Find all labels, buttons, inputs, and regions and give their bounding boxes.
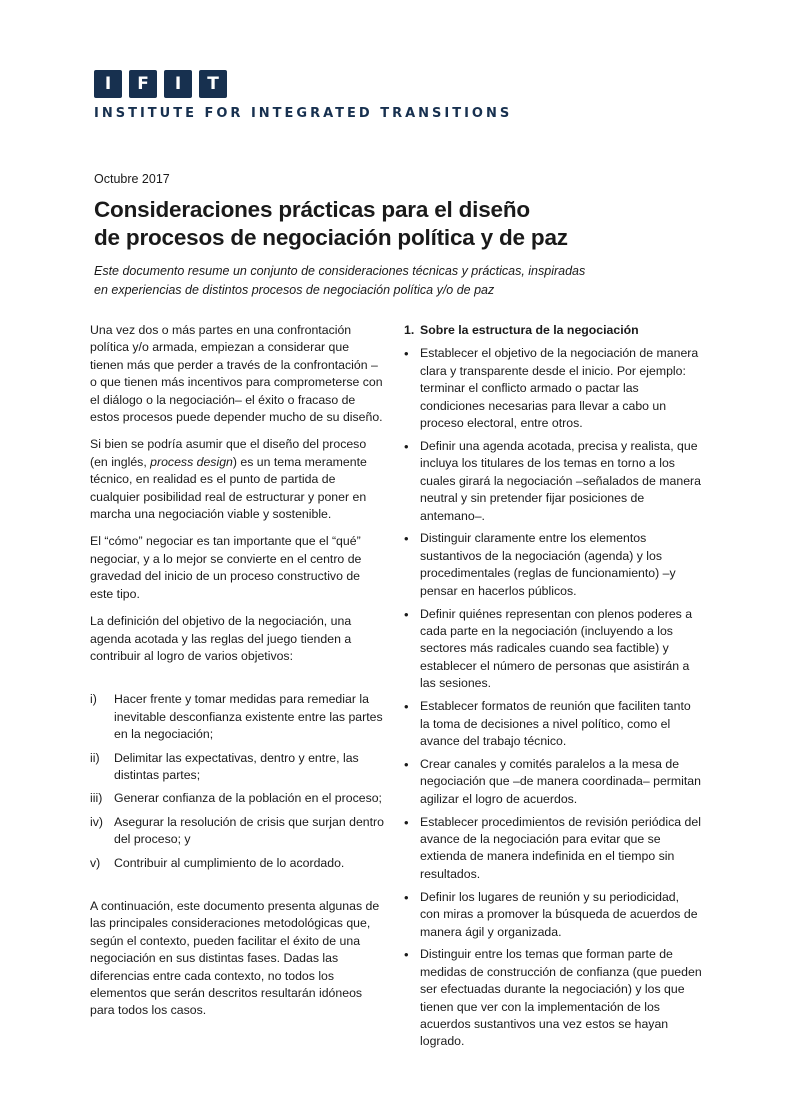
bullet-text: Establecer procedimientos de revisión periódica del avance de la negociación para evitar que se extienda de manera indefinida en el tiempo sin resultados. — [420, 814, 701, 881]
bullet-icon: • — [404, 947, 409, 963]
bullet-text: Establecer formatos de reunión que faciliten tanto la toma de decisiones a nivel político, como el avance del trabajo técnico. — [420, 699, 691, 748]
bullet-icon: • — [404, 699, 409, 715]
bullet-icon: • — [404, 438, 409, 454]
italic-term: process design — [150, 454, 233, 469]
list-text: Generar confianza de la población en el proceso; — [114, 791, 382, 806]
list-text: Delimitar las expectativas, dentro y entre, las distintas partes; — [114, 750, 359, 782]
bullet-icon: • — [404, 606, 409, 622]
list-item — [90, 790, 385, 807]
logo-letter: F — [129, 70, 157, 98]
document-date: Octubre 2017 — [94, 172, 170, 186]
bullet-text: Crear canales y comités paralelos a la mesa de negociación que –de manera coordinada– permitan agilizar el logro de acuerdos. — [420, 756, 701, 806]
list-item — [90, 691, 385, 743]
bullet-item — [404, 889, 702, 941]
list-text: Hacer frente y tomar medidas para remediar la inevitable desconfianza existente entre las partes en la negociación; — [114, 692, 383, 742]
subtitle-line: Este documento resume un conjunto de consideraciones técnicas y prácticas, inspiradas — [94, 264, 586, 278]
section-title: Sobre la estructura de la negociación — [420, 323, 639, 337]
bullet-icon: • — [404, 889, 409, 905]
right-column — [404, 322, 702, 1056]
bullet-icon: • — [404, 814, 409, 830]
ifit-logo — [94, 70, 513, 126]
logo-letter: I — [94, 70, 122, 98]
intro-paragraph: Una vez dos o más partes en una confrontación política y/o armada, empiezan a considerar que tienen más que perder a través de la confrontación – o que tienen más incentivos para comprometerse con el diálogo o la negociación– el éxito o fracaso de estos procesos puede depender mucho de su diseño. — [90, 323, 383, 425]
process-design-paragraph — [90, 436, 385, 523]
subtitle-line: en experiencias de distintos procesos de negociación política y/o de paz — [94, 283, 495, 297]
list-text: Asegurar la resolución de crisis que surjan dentro del proceso; y — [114, 814, 384, 847]
list-item — [90, 855, 385, 872]
bullet-text: Definir los lugares de reunión y su periodicidad, con miras a promover la búsqueda de acuerdos de manera ágil y organizada. — [420, 889, 698, 939]
bullet-text: Definir una agenda acotada, precisa y realista, que incluya los titulares de los temas en torno a los cuales girará la negociación –señalados de manera neutral y sin pretender fijar posiciones de antemano–. — [420, 438, 701, 523]
how-paragraph: El “cómo” negociar es tan importante que el “qué” negociar, y a lo mejor se convierte en el centro de gravedad del inicio de un proceso constructivo de este tipo. — [90, 534, 362, 601]
section-number: 1. — [404, 323, 415, 337]
list-number: iv) — [90, 814, 103, 829]
document-title — [94, 196, 714, 252]
list-number: ii) — [90, 750, 100, 765]
bullet-item — [404, 814, 702, 884]
bullet-icon: • — [404, 346, 409, 362]
bullet-item — [404, 438, 702, 525]
document-subtitle — [94, 262, 694, 300]
bullet-item — [404, 946, 702, 1050]
objectives-intro-paragraph: La definición del objetivo de la negociación, una agenda acotada y las reglas del juego tienden a contribuir al logro de varios objetivos: — [90, 614, 352, 663]
bullet-text: Definir quiénes representan con plenos poderes a cada parte en la negociación (incluyendo a los sectores más radicales cuando sea factible) y establecer el número de personas que asistirán a las sesiones. — [420, 606, 693, 691]
closing-paragraph: A continuación, este documento presenta algunas de las principales consideraciones metodológicas que, según el contexto, pueden facilitar el éxito de una negociación en sus distintas fases. Dadas las diferencias entre cada contexto, no todos los elementos que serán descritos resultarán idóneos para todos los casos. — [90, 898, 380, 1018]
list-number: iii) — [90, 791, 103, 806]
list-text: Contribuir al cumplimiento de lo acordado. — [114, 855, 345, 870]
structure-bullet-list — [404, 345, 702, 1050]
logo-letter-boxes — [94, 70, 468, 98]
logo-subtitle: INSTITUTE FOR INTEGRATED TRANSITIONS — [94, 106, 513, 121]
bullet-item — [404, 606, 702, 693]
objectives-list — [90, 691, 385, 872]
list-number: v) — [90, 855, 101, 870]
list-number: i) — [90, 692, 97, 707]
bullet-text: Distinguir entre los temas que forman parte de medidas de construcción de confianza (que pueden ser efectuadas durante la negociación) y los que tienen que ver con la implementación de los acuerdos sustantivos una vez estos se hayan logrado. — [420, 947, 702, 1049]
text-run: Si bien se podría asumir que el diseño del proceso (en inglés, — [90, 437, 367, 469]
title-line: de procesos de negociación política y de paz — [94, 225, 568, 250]
bullet-text: Establecer el objetivo de la negociación de manera clara y transparente desde el inicio. Por ejemplo: terminar el conflicto armado o pactar las condiciones necesarias para llevar a cabo un proceso electoral, entre otros. — [420, 346, 699, 431]
bullet-icon: • — [404, 531, 409, 547]
left-column — [90, 322, 385, 1030]
bullet-item — [404, 756, 702, 808]
title-line: Consideraciones prácticas para el diseño — [94, 197, 530, 222]
list-item — [90, 814, 385, 849]
section-heading — [404, 322, 702, 339]
bullet-item — [404, 530, 702, 600]
bullet-text: Distinguir claramente entre los elementos sustantivos de la negociación (agenda) y los procedimentales (reglas de funcionamiento) –y pensar en hacerlos públicos. — [420, 531, 676, 598]
text-run: ) es un tema meramente técnico, en realidad es el punto de partida de cualquier posibilidad real de estructurar y poner en marcha una negociación viable y sostenible. — [90, 454, 367, 522]
logo-letter: T — [199, 70, 227, 98]
bullet-item — [404, 698, 702, 750]
list-item — [90, 750, 385, 785]
bullet-item — [404, 345, 702, 432]
bullet-icon: • — [404, 756, 409, 772]
logo-letter: I — [164, 70, 192, 98]
